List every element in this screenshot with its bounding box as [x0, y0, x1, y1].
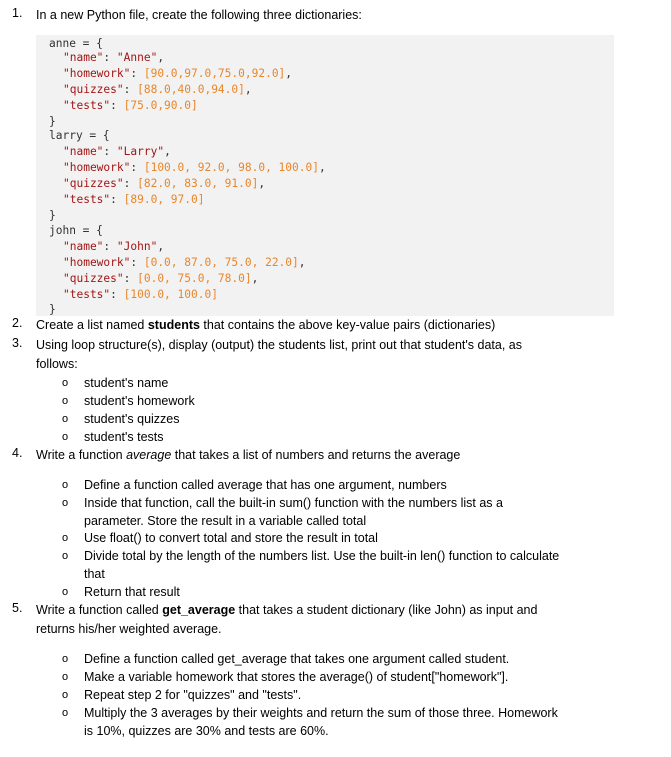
code-line: john = {: [49, 224, 103, 237]
item-5-text-cont: returns his/her weighted average.: [36, 622, 222, 636]
bullet-icon: o: [62, 431, 69, 443]
list-item-cont: that: [84, 567, 105, 581]
bullet-icon: o: [62, 532, 69, 544]
list-item: Inside that function, call the built-in sum() function with the numbers list as a: [84, 496, 503, 510]
bullet-icon: o: [62, 377, 69, 389]
list-item: student's name: [84, 376, 169, 390]
bullet-icon: o: [62, 671, 69, 683]
list-item: Return that result: [84, 585, 180, 599]
bullet-icon: o: [62, 395, 69, 407]
item-5-number: 5.: [12, 601, 23, 615]
list-item: student's quizzes: [84, 412, 180, 426]
list-item: Repeat step 2 for "quizzes" and "tests".: [84, 688, 302, 702]
list-item: Divide total by the length of the numbers list. Use the built-in len() function to calculate: [84, 549, 560, 563]
item-2-text: Create a list named students that contains the above key-value pairs (dictionaries): [36, 318, 496, 332]
code-line: }: [49, 209, 56, 222]
item-3-number: 3.: [12, 336, 23, 350]
code-line: "name": "Larry",: [63, 145, 171, 158]
list-item: Use float() to convert total and store the result in total: [84, 531, 378, 545]
code-line: }: [49, 303, 56, 316]
bullet-icon: o: [62, 653, 69, 665]
code-line: }: [49, 115, 56, 128]
code-line: larry = {: [49, 129, 110, 142]
bullet-icon: o: [62, 689, 69, 701]
code-block: [36, 35, 614, 316]
code-line: "tests": [75.0,90.0]: [63, 99, 198, 112]
code-line: "homework": [100.0, 92.0, 98.0, 100.0],: [63, 161, 326, 174]
item-3-text: Using loop structure(s), display (output) the students list, print out that student's data, as: [36, 338, 522, 352]
bullet-icon: o: [62, 550, 69, 562]
bullet-icon: o: [62, 497, 69, 509]
bullet-icon: o: [62, 707, 69, 719]
item-3-text-cont: follows:: [36, 357, 78, 371]
list-item: student's tests: [84, 430, 164, 444]
code-line: "name": "John",: [63, 240, 165, 253]
list-item: student's homework: [84, 394, 195, 408]
code-line: "homework": [90.0,97.0,75.0,92.0],: [63, 67, 293, 80]
code-line: anne = {: [49, 37, 103, 50]
list-item: Multiply the 3 averages by their weights and return the sum of those three. Homework: [84, 706, 558, 720]
list-item: Define a function called get_average that takes one argument called student.: [84, 652, 510, 666]
list-item: Define a function called average that has one argument, numbers: [84, 478, 447, 492]
list-item-cont: is 10%, quizzes are 30% and tests are 60%.: [84, 724, 329, 738]
item-4-text: Write a function average that takes a list of numbers and returns the average: [36, 448, 461, 462]
list-item-cont: parameter. Store the result in a variable called total: [84, 514, 367, 528]
item-2-number: 2.: [12, 316, 23, 330]
code-line: "quizzes": [82.0, 83.0, 91.0],: [63, 177, 266, 190]
bullet-icon: o: [62, 413, 69, 425]
bullet-icon: o: [62, 479, 69, 491]
code-line: "tests": [89.0, 97.0]: [63, 193, 205, 206]
code-line: "name": "Anne",: [63, 51, 165, 64]
code-line: "tests": [100.0, 100.0]: [63, 288, 218, 301]
code-line: "homework": [0.0, 87.0, 75.0, 22.0],: [63, 256, 306, 269]
code-line: "quizzes": [88.0,40.0,94.0],: [63, 83, 252, 96]
bullet-icon: o: [62, 586, 69, 598]
code-line: "quizzes": [0.0, 75.0, 78.0],: [63, 272, 259, 285]
item-1-number: 1.: [12, 6, 23, 20]
item-5-text: Write a function called get_average that takes a student dictionary (like John) as input and: [36, 603, 538, 617]
item-4-number: 4.: [12, 446, 23, 460]
item-1-text: In a new Python file, create the following three dictionaries:: [36, 8, 362, 22]
list-item: Make a variable homework that stores the average() of student["homework"].: [84, 670, 509, 684]
